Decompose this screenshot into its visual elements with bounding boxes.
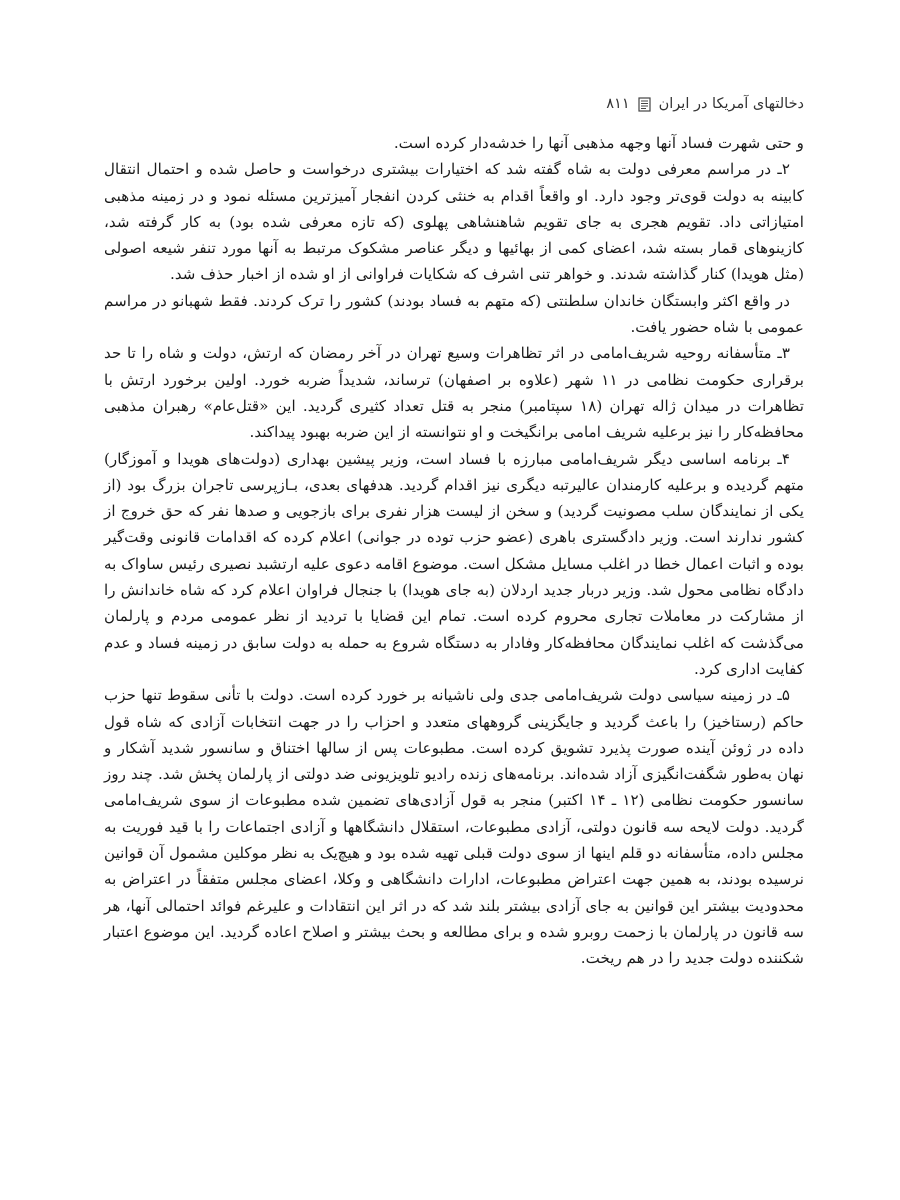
running-header xyxy=(104,92,804,116)
paragraph: ۲ـ در مراسم معرفی دولت به شاه گفته شد که اختیارات بیشتری درخواست و حاصل شده و احتمال انتقال کابینه به دولت قوی‌تر وجود دارد. او واقعاً اقدام به خنثی کردن انفجار آمیزترین مسئله نمود و در زمینه مذهبی امتیازاتی داد. تقویم هجری به جای تقویم شاهنشاهی پهلوی (که تازه معرفی شده بود) به کار گرفته شد، کازینوهای قمار بسته شد، اعضای کمی از بهائیها و دیگر عناصر مشکوک مرتبط به آنها مورد تنفر شیعه اصولی (مثل هویدا) کنار گذاشته شدند. و خواهر تنی اشرف که شکایات فراوانی از او شده از اخبار حذف شد. xyxy=(104,160,804,284)
paragraph: ۵ـ در زمینه سیاسی دولت شریف‌امامی جدی ولی ناشیانه بر خورد کرده است. دولت با تأنی سقوط تنها حزب حاکم (رستاخیز) را باعث گردید و جایگزینی گروههای متعدد و احزاب را در جهت انتخابات آزادی که شاه قول داده در ژوئن آینده صورت پذیرد تشویق کرده است. مطبوعات پس از سالها اختناق و سانسور شدید آشکار و نهان به‌طور شگفت‌انگیزی آزاد شده‌اند. برنامه‌های زنده رادیو تلویزیونی ضد دولتی از پارلمان پخش شد. چند روز سانسور حکومت نظامی (۱۲ ـ ۱۴ اکتبر) منجر به قول آزادی‌های تضمین شده مطبوعات از سوی شریف‌امامی گردید. دولت لایحه سه قانون دولتی، آزادی مطبوعات، استقلال دانشگاهها و آزادی اجتماعات را با قید فوریت به مجلس داده، متأسفانه دو قلم اینها از سوی دولت قبلی تهیه شده بود و هیچ‌یک به نظر موکلین مشمول آن قوانین نرسیده بودند، به همین جهت اعتراض مطبوعات، ادارات دانشگاهی و وکلا، اعضای مجلس متفقاً در اعتراض به محدودیت بیشتر این قوانین به جای آزادی بیشتر بلند شد که در اثر این انتقادات و علیرغم فوائد احتمالی آنها، هر سه قانون در پارلمان با زحمت روبرو شده و برای مطالعه و بحث بیشتر و اصلاح اعاده گردید. این موضوع اعتبار شکننده دولت جدید را در هم ریخت. xyxy=(104,686,804,968)
paragraph: و حتی شهرت فساد آنها وجهه مذهبی آنها را خدشه‌دار کرده است. xyxy=(393,134,804,152)
paragraph: در واقع اکثر وابستگان خاندان سلطنتی (که متهم به فساد بودند) کشور را ترک کردند. فقط شهبانو در مراسم عمومی با شاه حضور یافت. xyxy=(104,291,804,337)
body-text xyxy=(104,130,804,972)
running-header-title: دخالتهای آمریکا در ایران xyxy=(658,96,804,112)
document-page xyxy=(104,92,804,1092)
paragraph: ۴ـ برنامه اساسی دیگر شریف‌امامی مبارزه با فساد است، وزیر پیشین بهداری (دولت‌های هویدا و آموزگار) متهم گردیده و برعلیه کارمندان عالیرتبه دیگری نیز اقدام گردید. هدفهای بعدی، بـازپرسی تاجران بزرگ بود (از یکی از نمایندگان سلب مصونیت گردید) و سخن از لیست هزار نفری برای بازجویی و صدها نفر که حق خروج از کشور ندارند است. وزیر دادگستری باهری (عضو حزب توده در جوانی) اعلام کرده که اقدامات قانونی وقت‌گیر بوده و اثبات اعمال خطا در اغلب مسایل مشکل است. موضوع اقامه دعوی علیه ارتشبد نصیری رئیس ساواک به دادگاه نظامی محول شد. وزیر دربار جدید اردلان (به جای هویدا) با جنجال فراوان اعلام کرد که شاه خاندانش را از مشارکت در معاملات تجاری محروم کرده است. تمام این قضایا با تردید از نظر عمومی مردم و پارلمان می‌گذشت که اغلب نمایندگان محافظه‌کار وفادار به دستگاه شروع به حمله به دولت سابق در زمینه فساد و عدم کفایت اداری کرد. xyxy=(104,449,804,678)
page-number: ۸۱۱ xyxy=(606,96,630,112)
paragraph: ۳ـ متأسفانه روحیه شریف‌امامی در اثر تظاهرات وسیع تهران در آخر رمضان که ارتش، دولت و شاه را تا حد برقراری حکومت نظامی در ۱۱ شهر (علاوه بر اصفهان) ترساند، شدیداً ضربه خورد. اولین برخورد ارتش با تظاهرات در میدان ژاله تهران (۱۸ سپتامبر) منجر به قتل تعداد کثیری گردید. این «قتل‌عام» رهبران مذهبی محافظه‌کار را نیز برعلیه شریف امامی برانگیخت و او نتوانسته از این ضربه بهبود پیداکند. xyxy=(104,344,805,442)
book-icon xyxy=(638,97,651,112)
